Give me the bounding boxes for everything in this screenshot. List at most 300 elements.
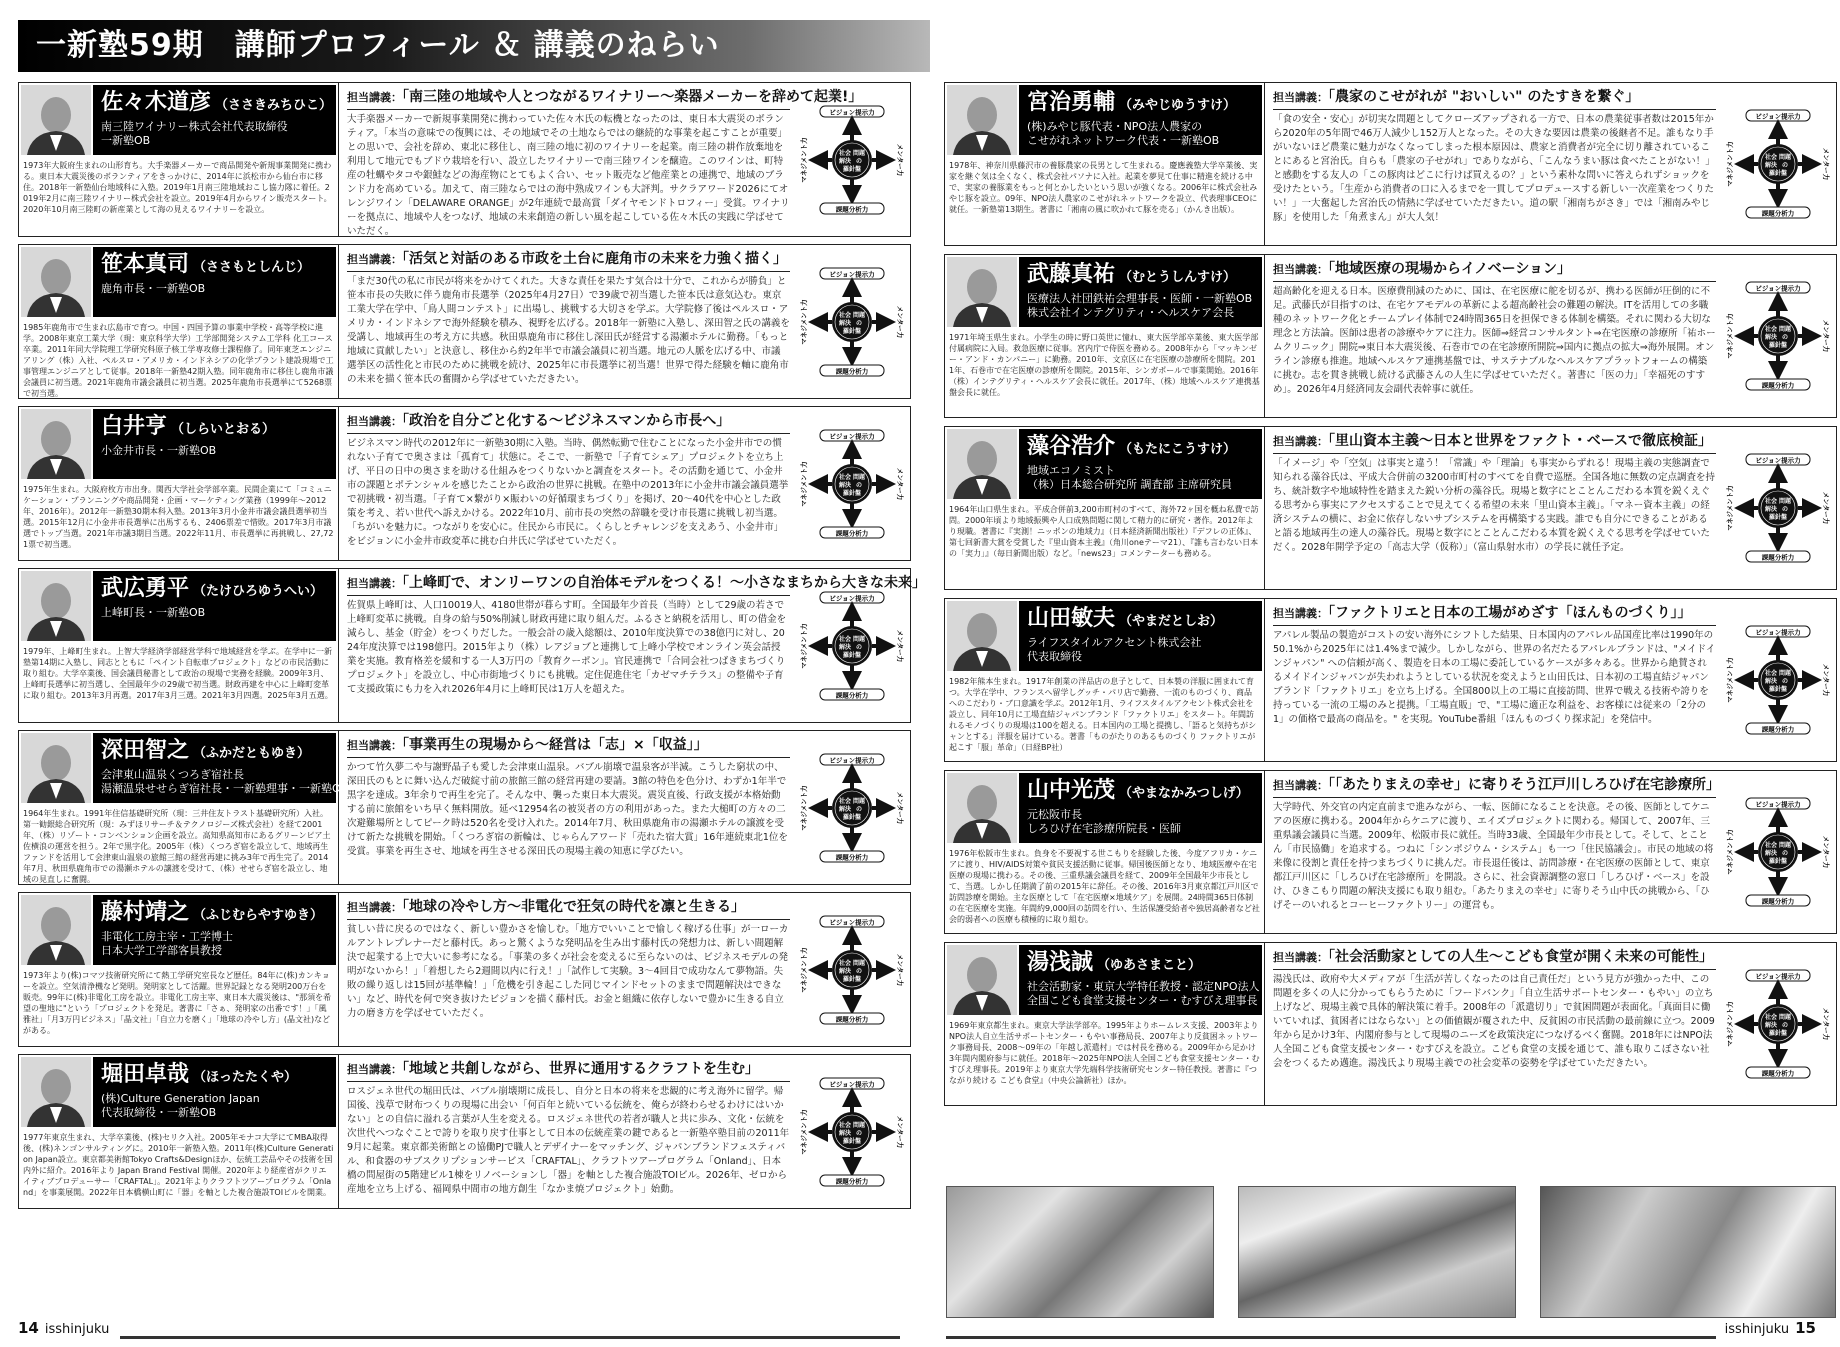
lecturer-reading: （ふじむらやすゆき） <box>193 908 324 923</box>
compass-diagram <box>1726 617 1830 743</box>
name-box <box>1019 257 1262 327</box>
svg-text:問題: 問題 <box>852 798 866 805</box>
lecture-heading <box>347 896 790 920</box>
lecturer-reading: （やまだとしお） <box>1119 614 1224 629</box>
svg-text:社会: 社会 <box>1764 670 1778 677</box>
lecturer-name: 笹本真司 <box>101 252 190 277</box>
svg-text:社会: 社会 <box>1764 154 1778 161</box>
compass-diagram <box>800 583 904 709</box>
svg-text:問題: 問題 <box>1778 842 1792 849</box>
lecture-theme: 「農家のこせがれが "おいしい" のたすきを繋ぐ」 <box>1328 89 1640 105</box>
lecturer-bio: 1976年松阪市生まれ。負身を不要視する世こもりを経験した後、今度アフリカ・ケニアに渡り、HIV/AIDS対策や貧民支援活動に従事。帰国後医師となり、地域医療や在宅医療の現場に携わる。その後、三重県議会議員を経て、2009年全国最年少市長として、当選。しかし任期満了前の2015年に辞任。その後、2016年3月東京都江戸川区で訪問診療を開始。主な医療として「在宅医療×地域ケア」を展開。24時間365日体制の在宅医療を実施。年間約9,000回の訪問を行い、生活保護受給者や独居高齢者など社会的弱者への医療も積極的に取り組む。 <box>949 849 1260 924</box>
lecture-label: 担当講義： <box>347 1063 402 1076</box>
lecturer-bio: 1973年より(株)コマツ技術研究所にて熱工学研究室長など歴任。84年に(株)カンキョーを設立。空気清浄機など発明。発明家として活躍。世界記録となる発明200万台を販売。99年に(株)非電化工房を設立。非電化工房主宰、東日本大震災後は、"那須を希望の聖地に"という「プロジェクトを発足。著書に「さぁ、発明家の出番です！」「風雅社」「月3万円ビジネス」「晶文社」「自立力を磨く」「地球の冷やし方」(晶文社)などがある。 <box>23 971 332 1035</box>
lecture-theme: 「地球の冷やし方～非電化で狂気の時代を凛と生きる」 <box>402 899 745 915</box>
diagram-label-right: メンター力 <box>896 953 904 987</box>
page-number-right: 15 <box>1795 1319 1816 1337</box>
svg-text:羅針盤: 羅針盤 <box>842 652 862 659</box>
lecturer-reading: （むとうしんすけ） <box>1119 270 1237 285</box>
lecturer-bio: 1978年、神奈川県藤沢市の養豚農家の長男として生まれる。慶應義塾大学卒業後、実家を継ぐ気は全くなく、株式会社パソナに入社。起業を夢見て仕事に精進を続ける中で、実家の養豚業をもっと何とかしたいという思いが強くなる。2006年に株式会社みやじ豚を設立。09年、NPO法人農家のこせがれネットワークを設立、代表理事CEOに就任。一新塾第13期生。著書に「湘南の風に吹かれて豚を売る」（かんき出版）。 <box>949 161 1258 214</box>
svg-text:の: の <box>855 320 863 327</box>
diagram-label-right: メンター力 <box>896 305 904 339</box>
profile-panel <box>945 599 1265 761</box>
lecture-heading <box>347 734 790 758</box>
lecturer-name: 宮治勇輔 <box>1027 90 1116 115</box>
svg-text:問題: 問題 <box>852 1122 866 1129</box>
lecturer-name: 白井亨 <box>101 414 168 439</box>
lecture-panel <box>1267 599 1722 761</box>
diagram-label-top: ビジョン提示力 <box>1755 800 1801 809</box>
lecturer-title-line2: 湯瀬温泉せせらぎ宿社長・一新塾理事・一新塾OB <box>101 782 349 795</box>
diagram-label-top: ビジョン提示力 <box>1755 628 1801 637</box>
lecture-label: 担当講義： <box>347 415 402 428</box>
lecturer-title-line1: 社会活動家・東京大学特任教授・認定NPO法人 <box>1027 980 1260 993</box>
diagram-label-left: マネジメント力 <box>800 623 808 669</box>
name-box <box>1019 601 1262 671</box>
diagram-label-top: ビジョン提示力 <box>1755 284 1801 293</box>
lecturer-title-line2: 代表取締役・一新塾OB <box>101 1106 217 1119</box>
workshop-photo-2 <box>1238 1186 1516 1318</box>
diagram-label-bottom: 課題分析力 <box>835 1177 869 1186</box>
name-box <box>93 895 336 965</box>
lecturer-bio: 1982年熊本生まれ。1917年創業の洋品店の息子として、日本製の洋服に囲まれて育つ。大学在学中、フランスへ留学しグッチ・パリ店で勤務、一流のものづくり、商品へのこだわり・ブ口意識を学ぶ。2012年1月、ライフスタイルアクセント株式会社を設立し、同年10月に工場直結ジャパンブランド「ファクトリエ」をスタート。年間訪れるモノづくりの現場は100を超える。日本国内の工場と提携し、「語ると気持ちがシャンとする」洋服を届けている。著書「ものがたりのあるものづくり ファクトリエが起こす「服」革命」（日経BP社） <box>949 677 1257 752</box>
lecturer-photo <box>21 409 91 479</box>
diagram-label-left: マネジメント力 <box>800 1109 808 1155</box>
diagram-label-bottom: 課題分析力 <box>835 529 869 538</box>
lecturer-card-8 <box>944 82 1837 246</box>
svg-text:解決: 解決 <box>838 644 852 651</box>
svg-text:解決: 解決 <box>838 482 852 489</box>
diagram-label-bottom: 課題分析力 <box>1761 897 1795 906</box>
diagram-label-top: ビジョン提示力 <box>1755 456 1801 465</box>
left-page-footer <box>18 1319 109 1337</box>
lecture-panel <box>341 1055 796 1208</box>
lecture-panel <box>1267 83 1722 245</box>
left-column <box>18 82 927 1216</box>
lecture-panel <box>1267 771 1722 933</box>
lecture-label: 担当講義： <box>347 577 402 590</box>
name-box <box>93 571 336 641</box>
lecture-label: 担当講義： <box>347 901 402 914</box>
diagram-label-bottom: 課題分析力 <box>835 691 869 700</box>
svg-text:の: の <box>1781 678 1789 685</box>
lecturer-title-line1: 地域エコノミスト <box>1027 464 1115 477</box>
lecture-panel <box>341 245 796 398</box>
lecture-heading <box>347 1058 790 1082</box>
diagram-label-right: メンター力 <box>896 467 904 501</box>
lecturer-photo <box>947 85 1017 155</box>
svg-text:の: の <box>1781 1022 1789 1029</box>
lecturer-card-10 <box>944 426 1837 590</box>
svg-text:問題: 問題 <box>852 474 866 481</box>
lecturer-card-5 <box>18 730 911 885</box>
lecturer-name: 藻谷浩介 <box>1027 434 1116 459</box>
lecturer-photo <box>947 773 1017 843</box>
lecturer-card-2 <box>18 244 911 399</box>
diagram-label-top: ビジョン提示力 <box>1755 112 1801 121</box>
diagram-label-top: ビジョン提示力 <box>829 918 875 927</box>
svg-text:問題: 問題 <box>852 150 866 157</box>
profile-panel <box>19 1055 339 1208</box>
diagram-label-top: ビジョン提示力 <box>829 756 875 765</box>
svg-text:の: の <box>855 968 863 975</box>
diagram-label-bottom: 課題分析力 <box>1761 209 1795 218</box>
lecture-theme: 「「あたりまえの幸せ」に寄りそう江戸川しろひげ在宅診療所」 <box>1328 777 1720 793</box>
lecturer-reading: （ふかだともゆき） <box>193 746 311 761</box>
lecture-description: 「まだ30代の私に市民が将来をかけてくれた。大きな責任を果たす気合は十分で、これからが勝負」と笹本市長の失敗に伴う鹿角市長選挙（2025年4月27日）で39歳で初当選した笹本氏は意気込む。東京工業大学在学中、「鳥人間コンテスト」に出場し、挑戦する大切さを学ぶ。大学院修了後はペルスロ・アメリカ・インドネシアで海外経験を積み、視野を広げる。2018年一新塾に入塾し、深田智之氏の講義を受講し、地域再生の考え方に共感。秋田県鹿角市に移住し深田氏が経営する湯瀬ホテルに勤務。「もっと地域に貢献したい」と決意し、移住から約2年半で市議会議員に初当選。地元の人脈を広げる中、市議選挙区の活性化と市民のために挑戦を続け、2025年に市長選挙に初当選！世界で得た経験を軸に鹿角市の未来を描く笹本氏の奮闘から学ばせていただきたい。 <box>347 276 790 385</box>
lecturer-name: 武藤真祐 <box>1027 262 1116 287</box>
profile-panel <box>945 427 1265 589</box>
svg-text:社会: 社会 <box>838 474 852 481</box>
diagram-label-bottom: 課題分析力 <box>835 205 869 214</box>
diagram-label-bottom: 課題分析力 <box>1761 725 1795 734</box>
name-box <box>93 1057 336 1127</box>
diagram-label-left: マネジメント力 <box>1726 485 1734 531</box>
lecturer-card-9 <box>944 254 1837 418</box>
lecturer-bio: 1977年東京生まれ、大学卒業後、(株)セリク入社。2005年モナコ大学にてMBA取得後、(株)ネンゴンサルティングに。2010年一新塾入塾。2011年(株)Culture Generation Japan設立。東京都美術館Tokyo Crafts&Designほか、伝統工芸品やその技術を国内外に紹介。2016年より Japan Brand Festival 開催。2020年より経産省がクリエイティブプロデューサー「CRAFTAL」。2021年よりクラフトツアープログラム「Onland」を事業展開。2022年日本橋横山町に「器」を軸とした複合施設TOIビルを開業。 <box>23 1133 334 1197</box>
lecturer-title-line1: 元松阪市長 <box>1027 808 1082 821</box>
name-box <box>93 409 336 479</box>
lecturer-name: 佐々木道彦 <box>101 90 212 115</box>
lecture-description: かつて竹久夢二や与謝野晶子も愛した会津東山温泉。バブル崩壊で温泉客が半減。こうした窮状の中、深田氏のもとに舞い込んだ破綻寸前の旅館三館の経営再建の要請。3館の特色を色分け、わずか1年半で黒字を達成。3年余りで再生を完了。そんな中、襲った東日本大震災。震災直後、行政支援が本格始動する前に旅館をいち早く無料開放。延べ12954名の被災者の方の利用があった。また大槌町の方々の二次避難場所としてピーク時は520名を受け入れた。2014年7月、秋田県鹿角市の湯瀬ホテルの譲渡を受けて新たな挑戦を開始。「くつろぎ宿の新輪は、じゃらんアワード「売れた宿大賞」16年連続東北1位を受賞。事業を再生させ、地域を再生させる深田氏の現場主義の知恵に学びたい。 <box>347 762 788 857</box>
compass-diagram <box>800 259 904 385</box>
svg-text:問題: 問題 <box>852 312 866 319</box>
svg-text:の: の <box>1781 850 1789 857</box>
lecture-heading <box>1273 86 1716 110</box>
lecture-label: 担当講義： <box>1273 607 1328 620</box>
svg-text:問題: 問題 <box>852 636 866 643</box>
lecture-theme: 「地域医療の現場からイノベーション」 <box>1328 261 1572 277</box>
diagram-label-left: マネジメント力 <box>1726 313 1734 359</box>
svg-text:社会: 社会 <box>1764 842 1778 849</box>
diagram-label-right: メンター力 <box>1822 491 1830 525</box>
lecturer-bio: 1964年山口県生まれ。平成合併前3,200市町村のすべて、海外72ヶ国を概ね私費で訪問。2000年頃より地域振興や人口成熟問題に関して精力的に研究・著作。2012年より現職。著書に『実測！ニッポンの地域力』（日本経済新聞出版社）『デフレの正体』、第七回新書大賞を受賞した『里山資本主義』（角川oneテーマ21）、『誰も言わない日本の「実力」』（毎日新聞出版）など。「news23」コメンテーターも務める。 <box>949 505 1259 558</box>
name-box <box>93 247 336 317</box>
compass-diagram <box>1726 101 1830 227</box>
workshop-photo-1 <box>946 1186 1214 1318</box>
lecturer-title-line2: しろひげ在宅診療所院長・医師 <box>1027 822 1181 835</box>
lecturer-reading: （ささもとしんじ） <box>193 260 311 275</box>
lecturer-card-13 <box>944 942 1837 1106</box>
lecture-panel <box>1267 427 1722 589</box>
lecturer-bio: 1985年鹿角市で生まれ広島市で育つ。中国・四国予算の事業中学校・高等学校に進学。2008年東京工業大学（現：東京科学大学）工学部開発システム工学科 化工コース卒業。2011年同大学院理工学研究科原子核工学専攻修士課程修了。同年東芝エンジニアリング（株）入社、ペルスロ・アメリカ・インドネシアの化学プラント建設現場で工事管理エンジニアとして従事。2018年一新塾42期入塾。同年鹿角市に移住し鹿角市議会議員に初当選。2021年鹿角市議会議員に初当選。2025年鹿角市長選挙にて5268票で初当選。 <box>23 323 334 398</box>
lecturer-bio: 1971年埼玉県生まれ。小学生の時に野口英世に憧れ、東大医学部卒業後、東大医学部付属病院に入局。救急医療に従事。宮内庁で侍医を務める。2008年から「マッキンゼー・アンド・カンパニー」に勤務。2010年、文京区に在宅医療の診療所を開院。2011年、石巻市で在宅医療の診療所を開院。2015年、シンガポールで事業開始。2016年（株）インテグリティ・ヘルスケア会長に就任。2017年、（株）地域ヘルスケア連携基盤会長に就任。 <box>949 333 1260 397</box>
svg-text:社会: 社会 <box>838 312 852 319</box>
right-page-footer <box>1725 1319 1816 1337</box>
lecture-heading <box>1273 774 1720 798</box>
lecturer-title-line2: こせがれネットワーク代表・一新塾OB <box>1027 134 1220 147</box>
profile-panel <box>19 893 339 1046</box>
lecturer-card-4 <box>18 568 927 723</box>
svg-text:解決: 解決 <box>1764 162 1778 169</box>
svg-text:解決: 解決 <box>1764 1022 1778 1029</box>
lecturer-photo <box>21 895 91 965</box>
footer-rule-left <box>120 1336 900 1339</box>
svg-text:羅針盤: 羅針盤 <box>842 166 862 173</box>
svg-text:社会: 社会 <box>838 636 852 643</box>
compass-diagram <box>800 745 904 871</box>
diagram-label-top: ビジョン提示力 <box>829 594 875 603</box>
svg-text:の: の <box>855 1130 863 1137</box>
lecturer-name: 深田智之 <box>101 738 190 763</box>
lecture-heading <box>347 86 863 110</box>
lecture-label: 担当講義： <box>1273 263 1328 276</box>
lecture-label: 担当講義： <box>1273 779 1328 792</box>
svg-text:解決: 解決 <box>838 158 852 165</box>
lecturer-photo <box>947 257 1017 327</box>
lecture-heading <box>347 572 927 596</box>
diagram-label-top: ビジョン提示力 <box>1755 972 1801 981</box>
lecturer-photo <box>21 85 91 155</box>
svg-text:の: の <box>855 644 863 651</box>
lecturer-card-3 <box>18 406 911 561</box>
diagram-label-left: マネジメント力 <box>1726 141 1734 187</box>
lecture-theme: 「ファクトリエと日本の工場がめざす「ほんものづくり」」 <box>1328 605 1692 621</box>
page-number-left: 14 <box>18 1319 39 1337</box>
name-box <box>1019 429 1262 499</box>
lecturer-title-line2: 株式会社インテグリティ・ヘルスケア会長 <box>1027 306 1235 319</box>
lecture-description: ビジネスマン時代の2012年に一新塾30期に入塾。当時、偶然転勤で住むことになった小金井市での慣れない子育てで奥さまは「孤育て」状態に。そこで、一新塾で「子育てシェア」プロジェクトを立ち上げ、平日の日中の奥さまを助ける仕組みをつくりないかと調査をスタート。その活動を通じて、小金井市の課題とポテンシャルを感じたことから政治の世界に挑戦。在塾中の2013年に小金井市議会議員選挙で初挑戦・初当選。「子育て×繋がり×賑わいの好循環まちづくり」を掲げ、20～40代を中心とした政策を考え、若い世代へ訴えかける。2022年10月、前市長の突然の辞職を受け市長選に挑戦し初当選。「ちがいを魅力に。つながりを安心に。住民から市民に。くらしとチャレンジを支えあう、小金井市」をビジョンに小金井市政変革に挑む白井氏に学ばせていただく。 <box>347 438 789 547</box>
lecturer-photo <box>21 571 91 641</box>
lecturer-photo <box>21 733 91 803</box>
svg-text:解決: 解決 <box>1764 334 1778 341</box>
lecturer-name: 湯浅誠 <box>1027 950 1094 975</box>
svg-text:の: の <box>855 806 863 813</box>
lecturer-card-1 <box>18 82 911 237</box>
lecturer-title-line1: ライフスタイルアクセント株式会社 <box>1027 636 1202 649</box>
lecturer-photo <box>947 429 1017 499</box>
svg-text:羅針盤: 羅針盤 <box>842 1138 862 1145</box>
svg-text:羅針盤: 羅針盤 <box>842 490 862 497</box>
svg-text:問題: 問題 <box>1778 670 1792 677</box>
lecturer-title-line1: 南三陸ワイナリー株式会社代表取締役 <box>101 120 288 133</box>
lecturer-reading: （ゆあさまこと） <box>1097 958 1202 973</box>
lecturer-name: 堀田卓哉 <box>101 1062 190 1087</box>
profile-panel <box>945 83 1265 245</box>
name-box <box>1019 85 1262 155</box>
svg-text:解決: 解決 <box>838 806 852 813</box>
footer-brand-left: isshinjuku <box>44 1322 110 1337</box>
lecturer-name: 山中光茂 <box>1027 778 1116 803</box>
diagram-label-top: ビジョン提示力 <box>829 432 875 441</box>
diagram-label-bottom: 課題分析力 <box>835 853 869 862</box>
svg-text:羅針盤: 羅針盤 <box>842 976 862 983</box>
svg-text:社会: 社会 <box>838 1122 852 1129</box>
lecturer-title-line1: (株)Culture Generation Japan <box>101 1092 260 1105</box>
lecturer-bio: 1973年大阪府生まれの山形育ち。大手楽器メーカーで商品開発や新規事業開発に携わる。東日本大震災後のボランティアをきっかけに、2014年に浜松市から仙台市に移住。2018年一新塾仙台地域科に入塾。2019年1月南三陸地域おこし協力隊に着任。2019年2月に南三陸ワイナリー株式会社を設立。2019年4月からワイン販売スタート。2020年10月南三陸町の新産業として海の見えるワイナリーを設立。 <box>23 161 332 214</box>
svg-text:解決: 解決 <box>1764 506 1778 513</box>
diagram-label-left: マネジメント力 <box>800 461 808 507</box>
svg-text:の: の <box>1781 506 1789 513</box>
svg-text:羅針盤: 羅針盤 <box>1768 686 1788 693</box>
svg-text:問題: 問題 <box>1778 154 1792 161</box>
lecturer-reading: （たけひろゆうへい） <box>193 584 324 599</box>
diagram-label-right: メンター力 <box>1822 319 1830 353</box>
lecturer-title-line2: 代表取締役 <box>1027 650 1082 663</box>
svg-text:羅針盤: 羅針盤 <box>1768 514 1788 521</box>
workshop-photos <box>946 1186 1836 1318</box>
lecturer-title-line2: 一新塾OB <box>101 134 151 147</box>
diagram-label-right: メンター力 <box>1822 835 1830 869</box>
right-column <box>944 82 1837 1114</box>
lecture-theme: 「政治を自分ごと化する～ビジネスマンから市長へ」 <box>402 413 731 429</box>
lecturer-reading: （ほったたくや） <box>193 1070 298 1085</box>
svg-text:解決: 解決 <box>838 320 852 327</box>
lecture-description: 超高齢化を迎える日本。医療費削減のために、国は、在宅医療に舵を切るが、携わる医師が圧倒的に不足。武藤氏が目指すのは、在宅ケアモデルの革新による超高齢社会の難題の解決。ITを活用しての多職種のネットワーク化とチームプレイ体制で24時間365日を担保できる体制を構築。それに関わる大切な理念と方法論。医師は患者の診療やケアに注力。医師⇒経営コンサルタント⇒在宅医療の診療所「祐ホームクリニック」開院⇒東日本大震災後、石巻市での在宅診療所開院⇒国内に拠点の拡大⇒海外展開。オンライン診療も推進。地域ヘルスケア連携基盤では、サステナブルなヘルスケアプラットフォームの構築に挑む。志を貫き挑戦し続ける武藤さんの人生に学ばせていただく。著書に「医の力」「幸福死のすすめ」。2026年4月経済同友会副代表幹事に就任。 <box>1273 286 1716 395</box>
lecturer-name: 藤村靖之 <box>101 900 190 925</box>
compass-diagram <box>1726 273 1830 399</box>
lecture-description: 貧しい昔に戻るのではなく、新しい豊かさを愉しむ。「地方でいいことで愉しく稼げる仕事」が一ローカルアントレプレナーだと藤村氏。あっと驚くような発明品を生み出す藤村氏の発想力は、新しい間題解決で起業する上で大いに参考になる。「事業の多くが社会を変えるに至らないのは、ビジネスモデルの発明がないから！」「着想したら2週間以内に行え！」「試作して実験。3～4回目で成功なんて夢物語。失敗の繰り返しは15回が基準輪！」「危機を引き起こした同じマインドセットのままで問題解決はできない」など、時代を何で突き抜けたビジョンを描く藤村氏。お金と組織に依存しないで豊かに生きる自立力の磨き方を学ばせていただく。 <box>347 924 789 1019</box>
lecturer-card-11 <box>944 598 1837 762</box>
diagram-label-left: マネジメント力 <box>800 137 808 183</box>
lecture-label: 担当講義： <box>1273 435 1328 448</box>
diagram-label-top: ビジョン提示力 <box>829 108 875 117</box>
svg-text:社会: 社会 <box>838 150 852 157</box>
lecturer-photo <box>947 601 1017 671</box>
diagram-label-right: メンター力 <box>896 629 904 663</box>
name-box <box>1019 773 1262 843</box>
svg-text:羅針盤: 羅針盤 <box>1768 1030 1788 1037</box>
lecturer-title-line1: 鹿角市長・一新塾OB <box>101 282 206 295</box>
lecturer-title-line1: 小金井市長・一新塾OB <box>101 444 217 457</box>
svg-text:社会: 社会 <box>1764 326 1778 333</box>
footer-brand-right: isshinjuku <box>1724 1322 1790 1337</box>
lecturer-title-line1: (株)みやじ豚代表・NPO法人農家の <box>1027 120 1203 133</box>
svg-text:羅針盤: 羅針盤 <box>1768 170 1788 177</box>
lecturer-title-line1: 医療法人社団鉄祐会理事長・医師・一新塾OB <box>1027 292 1253 305</box>
lecturer-title-line2: 全国こども食堂支援センター・むすびえ理事長 <box>1027 994 1258 1007</box>
lecture-label: 担当講義： <box>1273 91 1328 104</box>
lecturer-photo <box>21 1057 91 1127</box>
lecture-theme: 「活気と対話のある市政を土台に鹿角市の未来を力強く描く」 <box>402 251 787 267</box>
diagram-label-bottom: 課題分析力 <box>1761 1069 1795 1078</box>
profile-panel <box>19 731 349 884</box>
lecture-theme: 「上峰町で、オンリーワンの自治体モデルをつくる！～小さなまちから大きな未来」 <box>402 575 927 591</box>
lecture-heading <box>1273 258 1716 282</box>
profile-panel <box>945 771 1265 933</box>
lecturer-bio: 1964年生まれ。1991年住信基礎研究所（現：三井住友トラスト基礎研究所）入社。第一勧銀総合研究所（現：みずほリサーチ＆テクノロジーズ株式会社）を経て2001年、（株）リゾート・コンベンション企画を設立。高知県高知市にあるグリーンピア土佐横浪の運営を担う。2年で黒字化。2005年（株）くつろぎ宿を設立して、地域再生ファンドを活用して会津東山温泉の旅館三館の経営再建に挑み3年で再生完了。2014年7月、秋田県鹿角市での湯瀬ホテルの譲渡を受けて、（株）せせらぎ宿を設立し、地域の見直しに奮闘。 <box>23 809 331 884</box>
lecture-label: 担当講義： <box>347 91 402 104</box>
lecturer-card-7 <box>18 1054 911 1209</box>
lecturer-title-line1: 上峰町長・一新塾OB <box>101 606 206 619</box>
lecturer-title-line2: 日本大学工学部客員教授 <box>101 944 222 957</box>
diagram-label-right: メンター力 <box>1822 663 1830 697</box>
lecturer-reading: （みやじゆうすけ） <box>1119 98 1237 113</box>
svg-text:社会: 社会 <box>1764 498 1778 505</box>
diagram-label-bottom: 課題分析力 <box>835 1015 869 1024</box>
diagram-label-right: メンター力 <box>896 1115 904 1149</box>
lecture-panel <box>1267 255 1722 417</box>
profile-panel <box>19 83 339 236</box>
diagram-label-left: マネジメント力 <box>1726 657 1734 703</box>
lecturer-name: 山田敏夫 <box>1027 606 1116 631</box>
diagram-label-left: マネジメント力 <box>1726 1001 1734 1047</box>
page-title-banner: 一新塾59期 講師プロフィール ＆ 講義のねらい <box>18 20 930 72</box>
lecturer-reading: （もたにこうすけ） <box>1119 442 1237 457</box>
lecture-heading <box>1273 946 1716 970</box>
lecture-theme: 「地域と共創しながら、世界に通用するクラフトを生む」 <box>402 1061 759 1077</box>
lecturer-reading: （ささきみちひこ） <box>215 98 333 113</box>
diagram-label-right: メンター力 <box>1822 1007 1830 1041</box>
diagram-label-bottom: 課題分析力 <box>1761 553 1795 562</box>
lecture-panel <box>1267 943 1722 1105</box>
lecture-description: 湯浅氏は、政府や大メディアが「生活が苦しくなったのは自己責任だ」という見方が強かった中、この問題を多くの人に分かってもらうために「フードバンク」「自立生活サポートセンター・もやい」の立ち上げなど、現場主義で具体的解決策に着手。2008年の「派遣切り」で貧困問題が表面化。「真面目に働いていれば、貧困者にはならない」との価値観が覆された中、反貧困の市民活動の最前線に立つ。2009年から足かけ3年、内閣府参与として現場のニーズを政策決定につなげるべく奮闘。2018年にはNPO法人全国こども食堂支援センター・むすびえを設立。こども食堂の支援を通じて、誰も取りこぼさない社会をつくるため邁進。湯浅氏より現場主義での社会変革の姿勢を学ばせていただきたい。 <box>1273 974 1715 1069</box>
compass-diagram <box>1726 961 1830 1087</box>
svg-text:社会: 社会 <box>838 960 852 967</box>
svg-text:解決: 解決 <box>1764 678 1778 685</box>
lecture-theme: 「南三陸の地域や人とつながるワイナリー～楽器メーカーを辞めて起業!」 <box>402 89 863 105</box>
footer-rule-right <box>946 1336 1716 1339</box>
svg-text:解決: 解決 <box>1764 850 1778 857</box>
profile-panel <box>945 255 1265 417</box>
profile-panel <box>945 943 1265 1105</box>
diagram-label-right: メンター力 <box>1822 147 1830 181</box>
compass-diagram <box>800 1069 904 1195</box>
lecturer-bio: 1969年東京都生まれ。東京大学法学部卒。1995年よりホームレス支援、2003年よりNPO法人自立生活サポートセンター・もやい事務局長、2007年より反貧困ネットワーク事務局長、2008～09年の「年越し派遣村」では村長を務める。2009年から足かけ3年間内閣府参与に就任。2018年～2025年NPO法人全国こども食堂支援センター・むすびえ理事長。2019年より東京大学先端科学技術研究センター特任教授。著書に『つながり続ける こども食堂』（中央公論新社）ほか。 <box>949 1021 1260 1085</box>
diagram-label-top: ビジョン提示力 <box>829 270 875 279</box>
svg-text:羅針盤: 羅針盤 <box>1768 342 1788 349</box>
lecture-heading <box>347 248 790 272</box>
lecturer-reading: （しらいとおる） <box>171 422 276 437</box>
lecture-label: 担当講義： <box>347 739 402 752</box>
lecturer-title-line1: 会津東山温泉くつろぎ宿社長 <box>101 768 244 781</box>
svg-text:の: の <box>1781 334 1789 341</box>
lecture-description: 佐賀県上峰町は、人口10019人、4180世帯が暮らす町。全国最年少首長（当時）として29歳の若さで上峰町変革に挑戦。自身の給与50%削減し財政再建に取り組んだ。ふるさと納税を活用し、町の借金を減らし、基金（貯金）をつくりだした。一般会計の歳入総額は、2010年度決算での38億円に対し、2024年度決算では198億円。2015年より（株）レアジョブと連携して上峰小学校でオンライン英会話授業を実施。教育格差を緩和する一人3万円の「教育クーポン」。官民連携で「合同会社つばきまちづくりプロジェクト」を設立し、中心市街地づくりにも挑戦。定住促進住宅「カゼマチテラス」の整備や子育て支援政策にも力を入れ2026年4月に上峰町民は1万人を超えた。 <box>347 600 787 695</box>
lecture-panel <box>341 407 796 560</box>
diagram-label-left: マネジメント力 <box>800 947 808 993</box>
compass-diagram <box>1726 789 1830 915</box>
diagram-label-bottom: 課題分析力 <box>835 367 869 376</box>
lecture-heading <box>1273 602 1716 626</box>
svg-text:問題: 問題 <box>852 960 866 967</box>
lecturer-card-6 <box>18 892 911 1047</box>
lecture-panel <box>341 893 796 1046</box>
lecturer-title-line2: （株）日本総合研究所 調査部 主席研究員 <box>1027 478 1232 491</box>
compass-diagram <box>1726 445 1830 571</box>
compass-diagram <box>800 97 904 223</box>
lecture-description: ロスジェネ世代の堀田氏は、バブル崩壊期に成長し、自分と日本の将来を悲観的に考え海外に留学。帰国後、浅草で財布つくりの現場に出会い「何百年と続いている伝統を、俺らが終わらせるわけにはいかない」との自信に溢れる言葉が人生を変える。ロスジェネ世代の若者が職人と共に歩み、文化・伝統を次世代へつなぐことで誇りを取り戻す仕事として日本の伝統産業の鍵であると一新塾卒塾目前の2011年9月に起業。東京都美術館との協働PJで職人とデザイナーをマッチング、ジャパンブランドフェスティバル、和食器のサブスクリプションサービス「CRAFTAL」、クラフトツアープログラム「Onland」、日本橋の問屋街の5階建ビル1棟をリノベーションし「器」を軸とした複合施設TOIビル。2026年、ゼロから産地を立ち上げる、福岡県中間市の地方創生「なかま焼プロジェクト」始動。 <box>347 1086 790 1195</box>
profile-panel <box>19 245 339 398</box>
compass-diagram <box>800 421 904 547</box>
lecture-theme: 「社会活動家としての人生～こども食堂が開く未来の可能性」 <box>1328 949 1713 965</box>
svg-text:問題: 問題 <box>1778 1014 1792 1021</box>
lecture-description: 大学時代、外交官の内定直前まで進みながら、一転、医師になることを決意。その後、医師としてケニアの医療に携わる。2004年からケニアに渡り、エイズプロジェクトに関わる。帰国して、2007年、三重県議会議員に当選。2009年、松阪市長に就任。当時33歳、全国最年少市長として。そして、とことん「市民協働」を追求する。つねに「シンポジウム・システム」も一つ「住民協議会」。市民の地域の将来像に役割と責任を持つまちづくりに挑んだ。市長退任後は、訪問診療・在宅医療の医師として、東京都江戸川区に「しろひげ在宅診療所」を開設。さらに、社会資源調整の窓口「しろひげ・ベース」を設け、ひきこもり問題の解決支援にも取り組む。「あたりまえの幸せ」に寄りそう山中氏の挑戦から、「ひげそーのいれるとコーヒーファクトリー」の運営も。 <box>1273 802 1714 911</box>
lecturer-photo <box>947 945 1017 1015</box>
lecture-label: 担当講義： <box>1273 951 1328 964</box>
lecture-description: アパレル製品の製造がコストの安い海外にシフトした結果、日本国内のアパレル品国産比率は1990年の50.1%から2025年には1.4%まで減少。しかしながら、世界の名だたるアパレルブランドは、"メイドインジャパン" への信頼が高く、製造を日本の工場に委託しているケースが多々ある。世界から絶賛されるメイドインジャパンが失われようとしている状況を変えようと山田氏は、日本初の工場直結ジャパンブランド「ファクトリエ」を立ち上げる。全国800以上の工場に直接訪問、世界で戦える技術や誇りを持っている一流の工場のみと提携。「工場直販」で、"工場に適正な利益を、お客様には従来の「2分の1」の価格で最高の商品を。" を実現。YouTube番組「ほんものづくり探求記」を発信中。 <box>1273 630 1716 725</box>
name-box <box>93 733 349 803</box>
svg-text:の: の <box>1781 162 1789 169</box>
svg-text:問題: 問題 <box>1778 498 1792 505</box>
profile-panel <box>19 569 339 722</box>
lecture-heading <box>347 410 790 434</box>
profile-panel <box>19 407 339 560</box>
diagram-label-right: メンター力 <box>896 143 904 177</box>
svg-text:社会: 社会 <box>838 798 852 805</box>
diagram-label-top: ビジョン提示力 <box>829 1080 875 1089</box>
svg-text:羅針盤: 羅針盤 <box>842 328 862 335</box>
lecture-heading <box>1273 430 1716 454</box>
lecture-theme: 「事業再生の現場から～経営は「志」×「収益」」 <box>402 737 708 753</box>
lecture-description: 大手楽器メーカーで新規事業開発に携わっていた佐々木氏の転機となったのは、東日本大震災のボランティア。「本当の意味での復興には、その地域でその土地ならではの継続的な事業を起こすことが重要」との思いで、会社を辞め、東北に移住し、南三陸の地に初のワイナリーを起業。南三陸の耕作放棄地を利用して地元でもブドウ栽培を行い、設立したワイナリーで南三陸ワインを醸造。このワインは、町特産の牡蠣やタコや銀鮭などの海産物にとてもよく合い、セット販売など他産業との連携で、地域のブランド力を高めている。加えて、南三陸ならではの海中熟成ワインも大評判。サクラアワード2026にてオレンジワイン「DELAWARE ORANGE」が2年連続で最高賞「ダイヤモンドトロフィー」受賞。ワイナリーを拠点に、地域や人をつなげ、地域の未来創造の新しい風を起こしている佐々木氏の実践に学ばせていただく。 <box>347 114 790 237</box>
lecturer-card-12 <box>944 770 1837 934</box>
lecturer-bio: 1975年生まれ。大阪府枚方市出身。関西大学社会学部卒業。民間企業にて「コミュニケーション・プランニングや商品開発・企画・マーケティング業務（1999年～2012年、2016年）。2012年一新塾30期本科入塾。2013年3月小金井市議会議員選挙初当選。2015年12月に小金井市長選挙に出馬するも、2406票差で惜敗。2017年3月市議選でトップ当選。2021年市議3期目当選。2022年11月、市長選挙に再挑戦し、27,721票で初当選。 <box>23 485 334 549</box>
lecture-theme: 「里山資本主義～日本と世界をファクト・ベースで徹底検証」 <box>1328 433 1713 449</box>
compass-diagram <box>800 907 904 1033</box>
diagram-label-left: マネジメント力 <box>1726 829 1734 875</box>
svg-text:社会: 社会 <box>1764 1014 1778 1021</box>
lecture-panel <box>341 731 796 884</box>
